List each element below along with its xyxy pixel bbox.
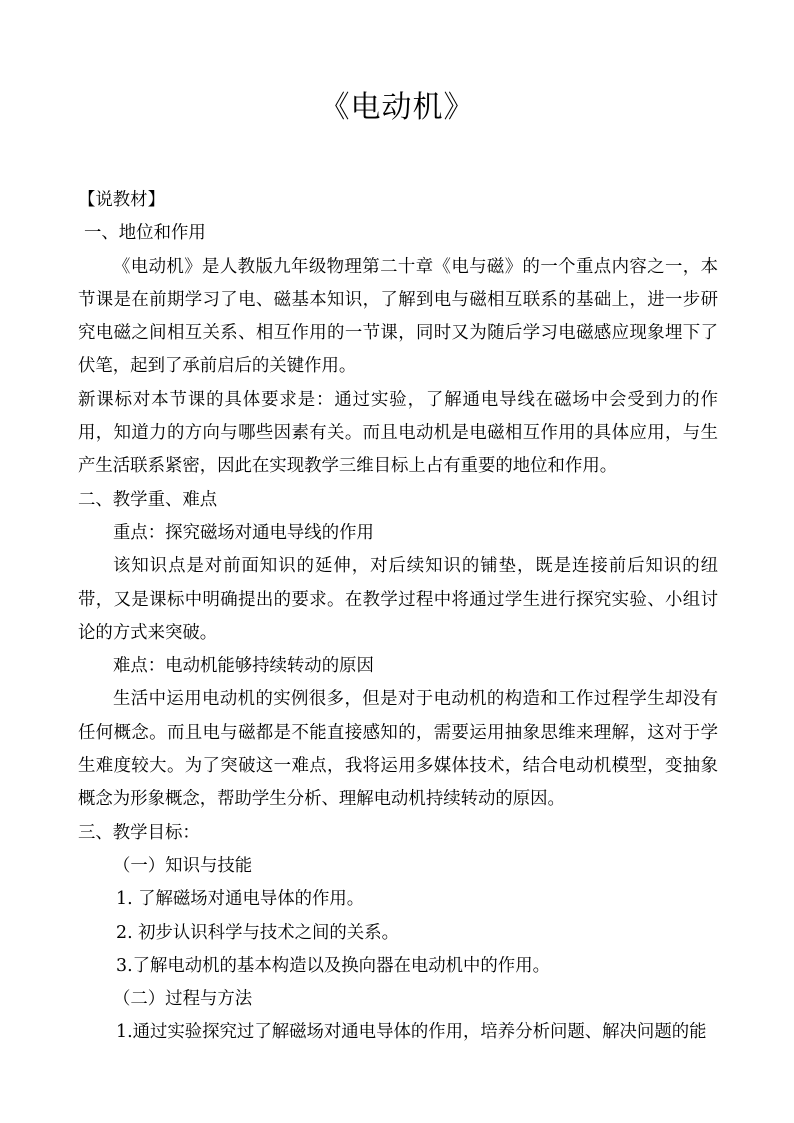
list-item: 1. 了解磁场对通电导体的作用。 xyxy=(116,889,365,910)
paragraph-curriculum-requirement: 新课标对本节课的具体要求是：通过实验，了解通电导线在磁场中会受到力的作用，知道力的方向与哪些因素有关。而且电动机是电磁相互作用的具体应用，与生产生活联系紧密，因此在实现教学三维目标上占有重要的地位和作用。 xyxy=(78,389,718,477)
difficult-point-label: 难点：电动机能够持续转动的原因 xyxy=(113,656,374,677)
paragraph-position-role: 《电动机》是人教版九年级物理第二十章《电与磁》的一个重点内容之一，本节课是在前期学习了电、磁基本知识，了解到电与磁相互联系的基础上，进一步研究电磁之间相互关系、相互作用的一节课，同时又为随后学习电磁感应现象埋下了伏笔，起到了承前启后的关键作用。 xyxy=(78,256,718,377)
key-point-label: 重点：探究磁场对通电导线的作用 xyxy=(113,522,374,543)
paragraph-key-point: 该知识点是对前面知识的延伸，对后续知识的铺垫，既是连接前后知识的纽带，又是课标中明确提出的要求。在教学过程中将通过学生进行探究实验、小组讨论的方式来突破。 xyxy=(78,556,718,643)
heading-position-role: 一、地位和作用 xyxy=(84,223,206,244)
list-item: 2. 初步认识科学与技术之间的关系。 xyxy=(116,922,399,943)
paragraph-difficult-point: 生活中运用电动机的实例很多，但是对于电动机的构造和工作过程学生却没有任何概念。而且电与磁都是不能直接感知的，需要运用抽象思维来理解，这对于学生难度较大。为了突破这一难点，我将运用多媒体技术，结合电动机模型，变抽象概念为形象概念，帮助学生分析、理解电动机持续转动的原因。 xyxy=(78,689,718,810)
list-item: 3.了解电动机的基本构造以及换向器在电动机中的作用。 xyxy=(116,955,550,976)
document-body xyxy=(78,184,718,1050)
heading-teaching-goals: 三、教学目标： xyxy=(78,822,200,843)
section-label: 【说教材】 xyxy=(78,190,165,210)
heading-key-difficult-points: 二、教学重、难点 xyxy=(78,489,218,510)
document-title: 《电动机》 xyxy=(319,90,475,125)
list-item: 1.通过实验探究过了解磁场对通电导体的作用，培养分析问题、解决问题的能 xyxy=(116,1022,707,1043)
goal-process-heading: （二）过程与方法 xyxy=(113,989,253,1010)
goal-knowledge-heading: （一）知识与技能 xyxy=(113,855,253,876)
